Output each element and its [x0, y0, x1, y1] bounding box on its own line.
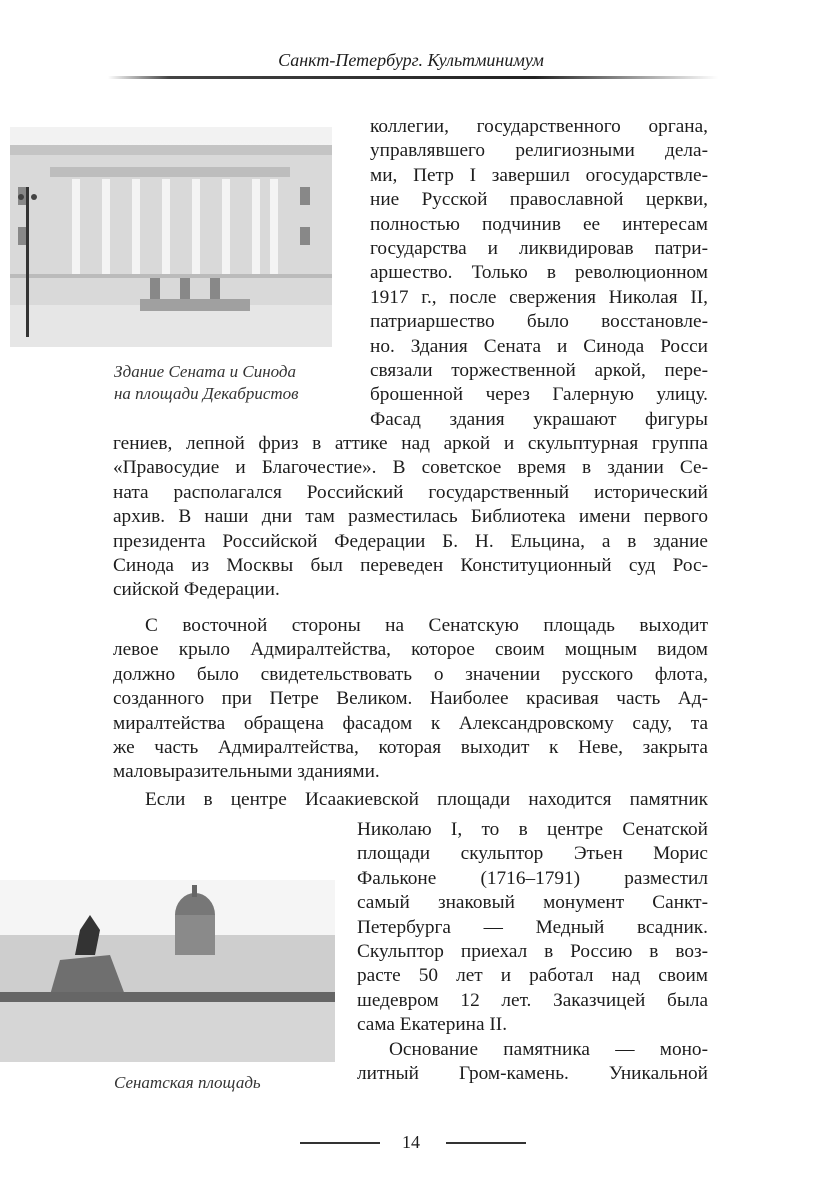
text-line: управлявшего религиозными дела- — [370, 140, 708, 162]
text-line: С восточной стороны на Сенатскую площадь выходит — [145, 615, 708, 636]
senate-synod-photo — [10, 127, 332, 347]
text-line: Николаю I, то в центре Сенатской — [357, 819, 708, 840]
text-line: Фальконе (1716–1791) разместил — [357, 867, 708, 889]
text-line: Синода из Москвы был переведен Конституционный суд Рос- — [113, 554, 708, 576]
paragraph-bronze-horseman-start — [113, 788, 708, 812]
text-line: сийской Федерации. — [113, 579, 280, 601]
figure-caption — [114, 361, 299, 405]
text-line: маловыразительными зданиями. — [113, 761, 380, 783]
text-line: Скульптор приехал в Россию в воз- — [357, 940, 708, 962]
caption-line: на площади Декабристов — [114, 384, 299, 403]
text-line: миралтейства обращена фасадом к Александровскому саду, та — [113, 712, 708, 734]
text-block-full-1 — [113, 432, 708, 603]
text-line: Петербурга — Медный всадник. — [357, 916, 708, 938]
text-line: аршество. Только в революционном — [370, 262, 708, 284]
text-line: гениев, лепной фриз в аттике над аркой и скульптурная группа — [113, 433, 708, 454]
text-line: связали торжественной аркой, пере- — [370, 359, 708, 381]
page-number: 14 — [402, 1132, 420, 1152]
text-line: но. Здания Сената и Синода Росси — [370, 335, 708, 357]
text-line: созданного при Петре Великом. Наиболее красивая часть Ад- — [113, 688, 708, 710]
running-header: Санкт-Петербург. Культминимум — [278, 50, 544, 70]
text-line: же часть Адмиралтейства, которая выходит к Неве, закрыта — [113, 736, 708, 758]
text-line: сама Екатерина II. — [357, 1014, 508, 1036]
footer-rule-right — [446, 1142, 526, 1144]
text-line: ми, Петр I завершил огосударствле- — [370, 164, 708, 186]
text-block-right-top — [370, 115, 708, 432]
text-line: ната располагался Российский государственный исторический — [113, 481, 708, 503]
text-line: должно было свидетельствовать о значении русского флота, — [113, 663, 708, 685]
text-line: Если в центре Исаакиевской площади находится памятник — [145, 789, 708, 810]
paragraph-admiralty — [113, 614, 708, 785]
text-line: расте 50 лет и работал над своим — [357, 965, 708, 987]
text-line: полностью подчинив ее интересам — [370, 213, 708, 235]
text-line: коллегии, государственного органа, — [370, 116, 708, 137]
text-line: государства и ликвидировав патри- — [370, 237, 708, 259]
text-line: президента Российской Федерации Б. Н. Ельцина, а в здание — [113, 530, 708, 552]
header-ornament-rule — [108, 76, 718, 79]
paragraph-thunder-stone — [357, 1038, 708, 1087]
text-line: Основание памятника — моно- — [389, 1039, 708, 1060]
text-line: брошенной через Галерную улицу. — [370, 384, 708, 406]
figure-caption — [114, 1072, 261, 1094]
text-block-right-bottom — [357, 818, 708, 1038]
text-line: 1917 г., после свержения Николая II, — [370, 286, 708, 308]
text-line: самый знаковый монумент Санкт- — [357, 892, 708, 914]
text-line: литный Гром-камень. Уникальной — [357, 1063, 708, 1085]
caption-line: Здание Сената и Синода — [114, 362, 297, 381]
text-line: левое крыло Адмиралтейства, которое своим мощным видом — [113, 639, 708, 661]
senate-square-photo — [0, 880, 335, 1062]
text-line: ние Русской православной церкви, — [370, 189, 708, 211]
text-line: площади скульптор Этьен Морис — [357, 843, 708, 865]
text-line: Фасад здания украшают фигуры — [370, 408, 708, 430]
text-line: архив. В наши дни там разместилась Библиотека имени первого — [113, 506, 708, 528]
text-line: патриаршество было восстановле- — [370, 311, 708, 333]
text-line: шедевром 12 лет. Заказчицей была — [357, 989, 708, 1011]
text-line: «Правосудие и Благочестие». В советское время в здании Се- — [113, 457, 708, 479]
caption-line: Сенатская площадь — [114, 1073, 261, 1092]
